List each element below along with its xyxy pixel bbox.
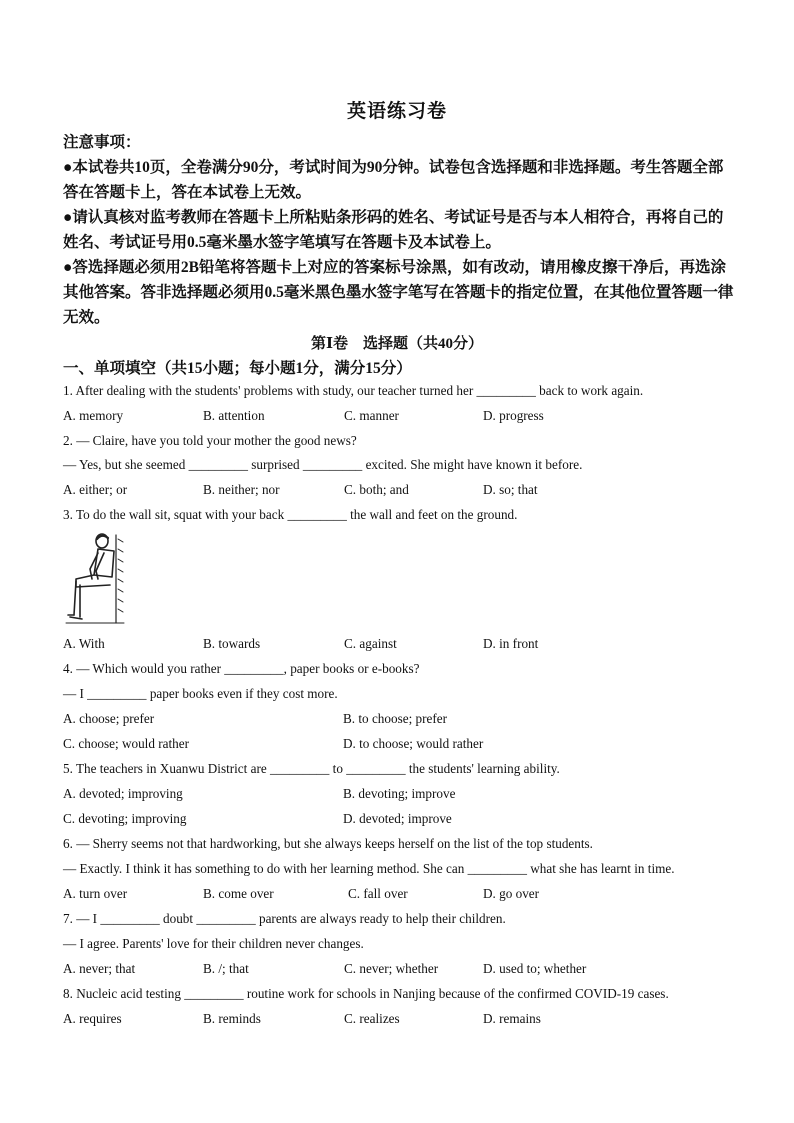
- option-b: B. neither; nor: [203, 482, 280, 497]
- question-7-stem: 7. — I _________ doubt _________ parents are always ready to help their children.: [63, 911, 506, 926]
- question-6-stem: 6. — Sherry seems not that hardworking, but she always keeps herself on the list of the top students.: [63, 836, 593, 851]
- question-6-options: [63, 886, 743, 904]
- question-2-options: [63, 482, 743, 500]
- question-4-reply: — I _________ paper books even if they cost more.: [63, 686, 338, 701]
- question-3-stem: 3. To do the wall sit, squat with your back _________ the wall and feet on the ground.: [63, 507, 518, 522]
- question-7-options: [63, 961, 743, 979]
- notice-item-3: ●答选择题必须用2B铅笔将答题卡上对应的答案标号涂黑，如有改动，请用橡皮擦干净后，再选涂其他答案。答非选择题必须用0.5毫米黑色墨水签字笔写在答题卡的指定位置，在其他位置答题一律无效。: [63, 259, 734, 326]
- option-c: C. both; and: [344, 482, 409, 497]
- question-7-reply: — I agree. Parents' love for their children never changes.: [63, 936, 364, 951]
- option-c: C. fall over: [348, 886, 408, 901]
- question-8-options: [63, 1011, 743, 1029]
- page-title: 英语练习卷: [346, 101, 447, 122]
- question-1-stem: 1. After dealing with the students' problems with study, our teacher turned her _________ back to work again.: [63, 383, 644, 398]
- option-a: A. never; that: [63, 961, 136, 976]
- notice-item-1: ●本试卷共10页，全卷满分90分，考试时间为90分钟。试卷包含选择题和非选择题。考生答题全部答在答题卡上，答在本试卷上无效。: [63, 159, 724, 201]
- option-d: D. devoted; improve: [343, 811, 452, 826]
- wall-sit-figure: [64, 531, 134, 629]
- option-b: B. to choose; prefer: [343, 711, 447, 726]
- option-d: D. used to; whether: [483, 961, 587, 976]
- option-a: A. memory: [63, 408, 124, 423]
- section-title: 第Ⅰ卷 选择题（共40分）: [310, 336, 484, 352]
- option-b: B. attention: [203, 408, 265, 423]
- question-5-stem: 5. The teachers in Xuanwu District are _________ to _________ the students' learning ability.: [63, 761, 560, 776]
- notice-heading: 注意事项：: [63, 134, 141, 151]
- option-d: D. to choose; would rather: [343, 736, 484, 751]
- option-b: B. towards: [203, 636, 261, 651]
- option-c: C. choose; would rather: [63, 736, 189, 751]
- option-a: A. either; or: [63, 482, 128, 497]
- notice-item-2: ●请认真核对监考教师在答题卡上所粘贴条形码的姓名、考试证号是否与本人相符合，再将自己的姓名、考试证号用0.5毫米墨水签字笔填写在答题卡及本试卷上。: [63, 209, 724, 251]
- option-c: C. against: [344, 636, 397, 651]
- part-title: 一、单项填空（共15小题；每小题1分，满分15分）: [63, 360, 412, 377]
- question-4-options-row1: [63, 711, 743, 729]
- question-6-reply: — Exactly. I think it has something to do with her learning method. She can _________ what she has learnt in time.: [63, 861, 675, 876]
- option-a: A. devoted; improving: [63, 786, 183, 801]
- option-d: D. go over: [483, 886, 540, 901]
- option-a: A. choose; prefer: [63, 711, 155, 726]
- question-2-stem: 2. — Claire, have you told your mother the good news?: [63, 433, 357, 448]
- option-b: B. come over: [203, 886, 274, 901]
- question-8-stem: 8. Nucleic acid testing _________ routine work for schools in Nanjing because of the confirmed COVID-19 cases.: [63, 986, 669, 1001]
- option-c: C. manner: [344, 408, 399, 423]
- option-d: D. progress: [483, 408, 544, 423]
- question-5-options-row1: [63, 786, 743, 804]
- question-2-reply: — Yes, but she seemed _________ surprised _________ excited. She might have known it before.: [63, 457, 583, 472]
- option-d: D. so; that: [483, 482, 538, 497]
- question-4-options-row2: [63, 736, 743, 754]
- question-1-options: [63, 408, 743, 426]
- option-d: D. in front: [483, 636, 539, 651]
- option-b: B. devoting; improve: [343, 786, 456, 801]
- question-3-options: [63, 636, 743, 654]
- option-a: A. With: [63, 636, 105, 651]
- option-b: B. /; that: [203, 961, 249, 976]
- option-c: C. devoting; improving: [63, 811, 187, 826]
- option-b: B. reminds: [203, 1011, 261, 1026]
- option-a: A. turn over: [63, 886, 128, 901]
- option-c: C. realizes: [344, 1011, 400, 1026]
- option-c: C. never; whether: [344, 961, 439, 976]
- option-d: D. remains: [483, 1011, 541, 1026]
- option-a: A. requires: [63, 1011, 122, 1026]
- notice-block: [63, 130, 735, 155]
- question-5-options-row2: [63, 811, 743, 829]
- question-4-stem: 4. — Which would you rather _________, paper books or e-books?: [63, 661, 420, 676]
